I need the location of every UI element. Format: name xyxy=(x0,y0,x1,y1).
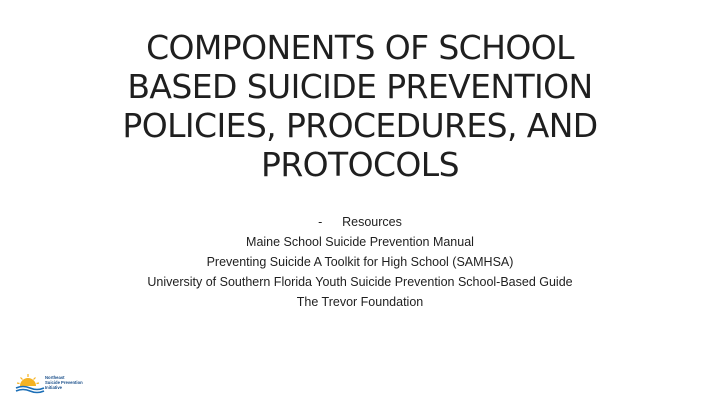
resource-item: Maine School Suicide Prevention Manual xyxy=(246,235,474,249)
resources-label: Resources xyxy=(342,215,402,229)
resource-item: Preventing Suicide A Toolkit for High School (SAMHSA) xyxy=(206,255,514,269)
resources-heading xyxy=(60,212,660,232)
resource-item: University of Southern Florida Youth Suicide Prevention School-Based Guide xyxy=(147,275,573,289)
title-line: POLICIES, PROCEDURES, AND xyxy=(122,106,598,145)
logo-text-line: Northeast xyxy=(45,375,65,380)
organization-logo xyxy=(14,370,86,396)
water-icon xyxy=(16,387,44,393)
title-line: PROTOCOLS xyxy=(261,145,459,184)
slide-title xyxy=(90,28,630,184)
bullet-dash: - xyxy=(318,215,323,229)
sun-icon xyxy=(17,374,39,386)
title-line: BASED SUICIDE PREVENTION xyxy=(127,67,593,106)
logo-text-line: Suicide Prevention xyxy=(45,380,83,385)
resource-item: The Trevor Foundation xyxy=(296,295,424,309)
title-line: COMPONENTS OF SCHOOL xyxy=(146,28,574,67)
resources-list xyxy=(60,212,660,312)
logo-text-line: Initiative xyxy=(45,385,62,390)
